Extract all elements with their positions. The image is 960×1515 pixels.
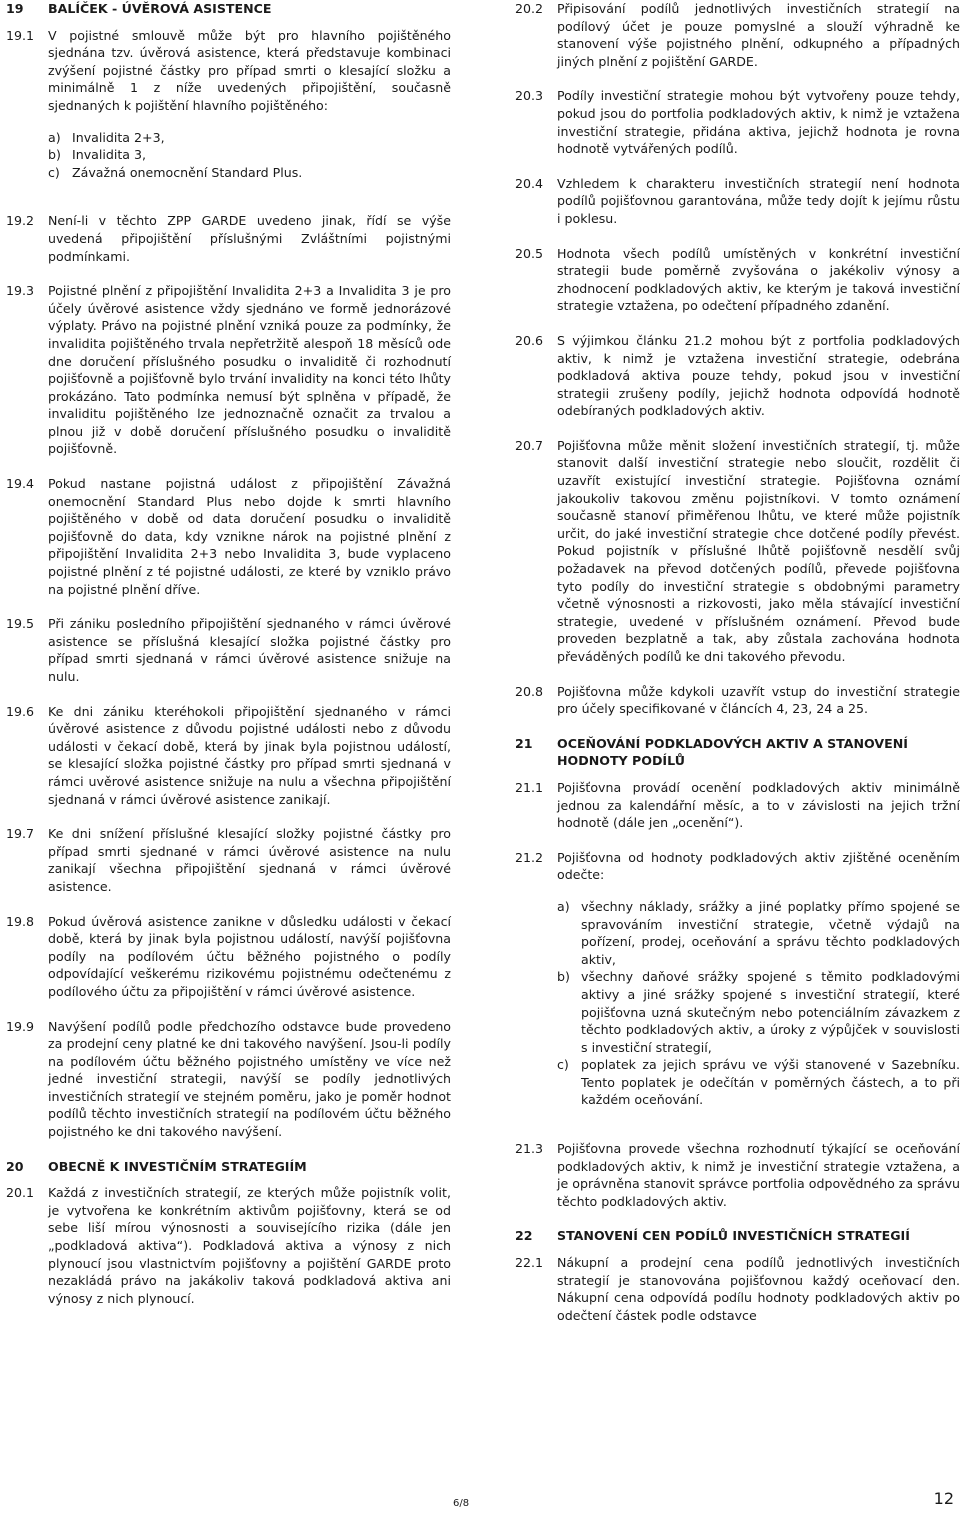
section-heading-22: 22 STANOVENÍ CEN PODÍLŮ INVESTIČNÍCH STRATEGIÍ — [515, 1228, 910, 1244]
paragraph-20-3: 20.3 Podíly investiční strategie mohou být vytvořeny pouze tehdy, pokud jsou do portfolia podkladových aktiv, k nimž je vztažena investiční strategie, přidána aktiva, jejichž hodnota je rovna hodnotě vytvářených podílů. — [515, 88, 960, 157]
paragraph-19-7: 19.7 Ke dni snížení příslušné klesající složky pojistné částky pro případ smrti sjednané v rámci úvěrové asistence na nulu zanikají všechna připojištění sjednaná v rámci úvěrové asistence. — [6, 826, 451, 894]
paragraph-21-3: 21.3 Pojišťovna provede všechna rozhodnutí týkající se oceňování podkladových aktiv, k nimž je investiční strategie vztažena, a je oprávněna stanovit správce portfolia odpovědného za správu těchto podkladových aktiv. — [515, 1141, 960, 1209]
list-item: c) Závažná onemocnění Standard Plus. — [48, 164, 303, 180]
list-item: c) poplatek za jejich správu ve výši stanovené v Sazebníku. Tento poplatek je odečítán v poměrných částech, a to při každém oceňování. — [557, 1057, 960, 1108]
section-heading-19: 19 BALÍČEK - ÚVĚROVÁ ASISTENCE — [6, 1, 272, 16]
paragraph-19-8: 19.8 Pokud úvěrová asistence zanikne v důsledku události v čekací době, která by jinak byla pojistnou událostí, navýší pojišťovna podíly na podílovém účtu běžného pojistného o podíly odpovídající veškerému rizikovému pojistnému odečtenému z podílového účtu za připojištění v rámci úvěrové asistence. — [6, 913, 451, 999]
section-heading-20: 20 OBECNĚ K INVESTIČNÍM STRATEGIÍM — [6, 1158, 307, 1174]
paragraph-20-4: 20.4 Vzhledem k charakteru investičních strategií není hodnota podílů pojišťovnou garantována, může tedy dojít k jejímu růstu i poklesu. — [515, 175, 960, 226]
paragraph-21-1: 21.1 Pojišťovna provádí ocenění podkladových aktiv minimálně jednou za kalendářní měsíc, a to v závislosti na jejich tržní hodnotě (dále jen „ocenění“). — [515, 779, 960, 831]
paragraph-20-5: 20.5 Hodnota všech podílů umístěných v konkrétní investiční strategii bude poměrně zvyšována o jakékoliv výnosy a zhodnocení podkladových aktiv, ke kterým je taková investiční strategie vztažena, po odečtení případného zdanění. — [515, 245, 960, 314]
list-item: a) Invalidita 2+3, — [48, 129, 165, 145]
right-column — [515, 0, 960, 1341]
paragraph-20-6: 20.6 S výjimkou článku 21.2 mohou být z portfolia podkladových aktiv, k nimž je vztažena investiční strategie, odebrána podkladová aktiva pouze tehdy, pokud jsou v investiční strategii zrušeny podíly, jejichž hodnota odpovídá hodnotě odebíraných podkladových aktiv. — [515, 332, 960, 419]
paragraph-19-2: 19.2 Není-li v těchto ZPP GARDE uvedeno jinak, řídí se výše uvedená připojištění příslušnými Zvláštními pojistnými podmínkami. — [6, 213, 451, 264]
paragraph-20-1: 20.1 Každá z investičních strategií, ze kterých může pojistník volit, je vytvořena ke konkrétním aktivům pojišťovny, která se od sebe liší mírou výnosnosti a souvisejícího rizika (dále jen „podkladová aktiva“). Podkladová aktiva a výnosy z nich plynoucí jsou vlastnictvím pojišťovny a pojištění GARDE proto nezakládá právo na jakákoliv taková podkladová aktiva ani výnosy z nich plynoucí. — [6, 1185, 451, 1306]
list-item: b) Invalidita 3, — [48, 147, 147, 163]
paragraph-22-1: 22.1 Nákupní a prodejní cena podílů jednotlivých investičních strategií je stanovována pojišťovnou každý oceňovací den. Nákupní cena odpovídá podílu hodnoty podkladových aktiv po odečtení částek podle odstavce — [515, 1255, 960, 1323]
list-21-2 — [557, 898, 960, 1109]
sheet-number: 6/8 — [453, 1498, 470, 1509]
section-heading-21: 21 OCEŇOVÁNÍ PODKLADOVÝCH AKTIV A STANOVENÍ HODNOTY PODÍLŮ — [515, 735, 908, 769]
paragraph-19-6: 19.6 Ke dni zániku kteréhokoli připojištění sjednaného v rámci úvěrové asistence z důvodu pojistné události nebo z důvodu události v čekací době, která by jinak byla pojistnou událostí, se klesající složka pojistné částky pro případ smrti sjednaná v rámci uvěrové asistence snižuje na nulu a všechna připojištění sjednaná v rámci úvěrové asistence zanikají. — [6, 703, 451, 807]
page-number: 12 — [933, 1489, 954, 1508]
list-item: a) všechny náklady, srážky a jiné poplatky přímo spojené se spravováním investiční strategie, včetně výdajů na pořízení, prodej, oceňování a správu těchto podkladových aktiv, — [557, 898, 960, 967]
list-item: b) všechny daňové srážky spojené s těmito podkladovými aktivy a jiné srážky spojené s investiční strategií, které pojišťovna uzná skutečným nebo potenciálním závazkem z těchto podkladových aktiv, a úroky z výpůjček v souvislosti s investiční strategií, — [557, 969, 960, 1055]
paragraph-19-9: 19.9 Navýšení podílů podle předchozího odstavce bude provedeno za prodejní ceny platné ke dni takového navýšení. Jsou-li podíly na podílovém účtu běžného pojistného umístěny ve více než jedné investiční strategii, navýší se podíly jednotlivých investičních strategií ve stejném poměru, jako je poměr hodnot podílů těchto investičních strategií na podílovém účtu běžného pojistného ke dni takového navýšení. — [6, 1018, 451, 1140]
paragraph-20-2: 20.2 Připisování podílů jednotlivých investičních strategií na podílový účet je pouze pomyslné a slouží výhradně ke stanovení výše pojistného plnění, odkupného a případných jiných plnění z pojištění GARDE. — [515, 1, 960, 69]
paragraph-19-3: 19.3 Pojistné plnění z připojištění Invalidita 2+3 a Invalidita 3 je pro účely úvěrové asistence vždy sjednáno ve formě jednorázové výplaty. Právo na pojistné plnění vzniká pouze za podmínky, že invalidita pojištěného trvala nepřetržitě alespoň 18 měsíců ode dne doručení příslušného posudku o invaliditě či rozhodnutí pojišťovně a pojišťovně bylo trvání invalidity na konci této lhůty prokázáno. Tato podmínka nemusí být splněna v případě, že invaliditu pojištěného lze jednoznačně označit za trvalou a plnou již v době doručení příslušného posudku o invaliditě pojišťovně. — [6, 283, 451, 457]
paragraph-20-7: 20.7 Pojišťovna může měnit složení investičních strategií, tj. může stanovit další investiční strategie nebo sloučit, rozdělit či uzavřít existující investiční strategie. Pojišťovna oznámí jakoukoliv takovou změnu pojistníkovi. V tomto oznámení současně stanoví přiměřenou lhůtu, ve které může pojistník určit, do jaké investiční strategie chce dotčené podíly převést. Pokud pojistník v příslušné lhůtě pojišťovně nesdělí svůj požadavek na převod dotčených podílů, převede pojišťovna tyto podíly do investiční strategie s obdobnými parametry včetně výnosnosti a rizkovosti, jako měla stávající investiční strategie, uvedené v příslušném oznámení. Převod bude proveden bezplatně a tak, aby zůstala zachována hodnota převáděných podílů ke dni takového převodu. — [515, 437, 960, 664]
paragraph-19-1: 19.1 V pojistné smlouvě může být pro hlavního pojištěného sjednána tzv. úvěrová asistence, která představuje kombinaci zvýšení pojistné částky pro případ smrti o klesající složku a minimálně 1 z níže uvedených připojištění, současně sjednaných k pojištění hlavního pojištěného: a) Invalidita 2+3, b) Invalidita 3, c) Závažná onemocnění Standard Plus. — [6, 27, 451, 180]
paragraph-20-8: 20.8 Pojišťovna může kdykoli uzavřít vstup do investiční strategie pro účely specifikované v článcích 4, 23, 24 a 25. — [515, 683, 960, 717]
left-column — [6, 0, 451, 1324]
paragraph-19-4: 19.4 Pokud nastane pojistná událost z připojištění Závažná onemocnění Standard Plus nebo dojde k smrti hlavního pojištěného v době od data doručení posudku o invaliditě pojišťovně do data, kdy vznikne nárok na pojistné plnění z připojištění Invalidita 2+3 nebo Invalidita 3, bude vyplaceno pojistné plnění z té pojistné události, ze které by vzniklo právo na pojistné plnění dříve. — [6, 476, 451, 597]
list-19-1 — [48, 129, 451, 182]
paragraph-19-5: 19.5 Při zániku posledního připojištění sjednaného v rámci úvěrové asistence se příslušná klesající složka pojistné částky pro případ smrti sjednaná v rámci úvěrové asistence snižuje na nulu. — [6, 616, 451, 684]
paragraph-21-2: 21.2 Pojišťovna od hodnoty podkladových aktiv zjištěné oceněním odečte: a) všechny náklady, srážky a jiné poplatky přímo spojené se spravováním investiční strategie, včetně výdajů na pořízení, prodej, oceňování a správu těchto podkladových aktiv, b) všechny daňové srážky spojené s těmito podkladovými aktivy a jiné srážky spojené s investiční strategií, které pojišťovna uzná skutečným nebo potenciálním závazkem z těchto podkladových aktiv, a úroky z výpůjček v souvislosti s investiční strategií, c) poplatek za jejich správu ve výši stanovené v Sazebníku. Tento poplatek je odečítán v poměrných částech, a to při každém oceňování. — [515, 849, 960, 1108]
